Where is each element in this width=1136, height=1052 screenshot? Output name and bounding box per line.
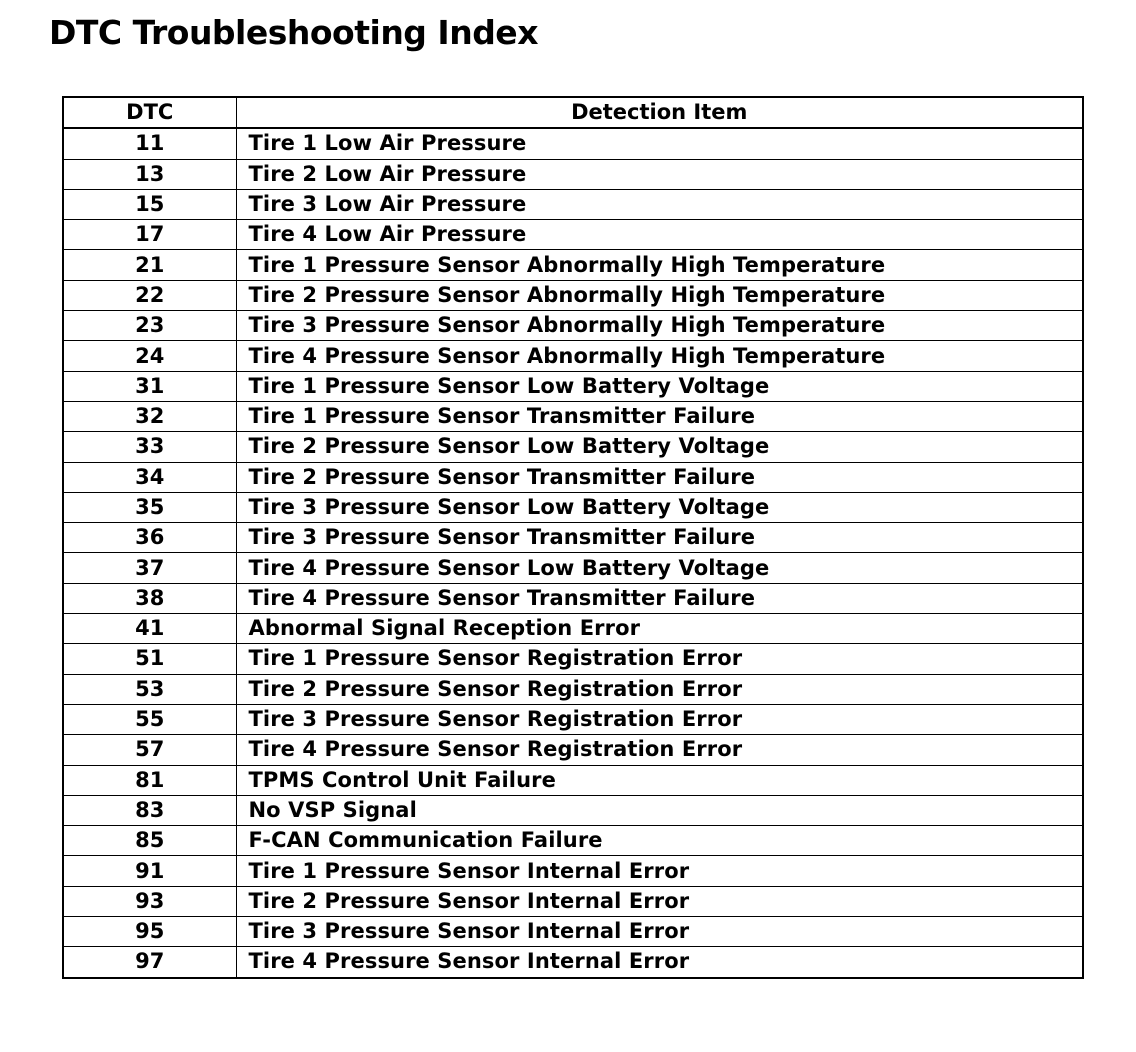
dtc-code-cell: 53	[63, 674, 236, 704]
detection-item-cell: Tire 1 Pressure Sensor Low Battery Voltage	[236, 371, 1083, 401]
dtc-code-cell: 13	[63, 159, 236, 189]
detection-item-cell: Tire 3 Pressure Sensor Transmitter Failure	[236, 523, 1083, 553]
detection-item-cell: Abnormal Signal Reception Error	[236, 614, 1083, 644]
table-row	[63, 583, 1083, 613]
table-row	[63, 280, 1083, 310]
dtc-code-cell: 32	[63, 401, 236, 431]
detection-item-cell: Tire 3 Pressure Sensor Registration Error	[236, 704, 1083, 734]
detection-item-cell: F-CAN Communication Failure	[236, 826, 1083, 856]
table-row	[63, 401, 1083, 431]
detection-item-cell: Tire 3 Low Air Pressure	[236, 189, 1083, 219]
detection-item-cell: Tire 3 Pressure Sensor Abnormally High Temperature	[236, 311, 1083, 341]
dtc-code-cell: 36	[63, 523, 236, 553]
table-row	[63, 674, 1083, 704]
detection-item-cell: No VSP Signal	[236, 795, 1083, 825]
dtc-code-cell: 17	[63, 220, 236, 250]
table-row	[63, 856, 1083, 886]
page-title: DTC Troubleshooting Index	[49, 13, 538, 52]
table-row	[63, 311, 1083, 341]
detection-item-cell: Tire 4 Pressure Sensor Registration Error	[236, 735, 1083, 765]
dtc-code-cell: 21	[63, 250, 236, 280]
detection-item-cell: Tire 2 Pressure Sensor Internal Error	[236, 886, 1083, 916]
dtc-code-cell: 24	[63, 341, 236, 371]
detection-item-cell: Tire 2 Pressure Sensor Transmitter Failure	[236, 462, 1083, 492]
detection-item-cell: Tire 1 Low Air Pressure	[236, 128, 1083, 159]
table-row	[63, 886, 1083, 916]
table-row	[63, 644, 1083, 674]
detection-item-cell: Tire 1 Pressure Sensor Internal Error	[236, 856, 1083, 886]
dtc-code-cell: 37	[63, 553, 236, 583]
table-row	[63, 765, 1083, 795]
table-row	[63, 917, 1083, 947]
detection-item-cell: Tire 4 Pressure Sensor Abnormally High Temperature	[236, 341, 1083, 371]
detection-item-cell: Tire 1 Pressure Sensor Registration Error	[236, 644, 1083, 674]
table-row	[63, 614, 1083, 644]
dtc-code-cell: 11	[63, 128, 236, 159]
dtc-code-cell: 55	[63, 704, 236, 734]
dtc-code-cell: 22	[63, 280, 236, 310]
table-row	[63, 371, 1083, 401]
table-row	[63, 189, 1083, 219]
dtc-index-table	[62, 96, 1084, 979]
detection-item-cell: Tire 4 Low Air Pressure	[236, 220, 1083, 250]
table-row	[63, 220, 1083, 250]
dtc-code-cell: 35	[63, 492, 236, 522]
dtc-code-cell: 97	[63, 947, 236, 978]
table-row	[63, 704, 1083, 734]
table-header-row	[63, 97, 1083, 128]
dtc-code-cell: 81	[63, 765, 236, 795]
table-body	[63, 128, 1083, 977]
dtc-code-cell: 83	[63, 795, 236, 825]
dtc-code-cell: 41	[63, 614, 236, 644]
detection-item-cell: TPMS Control Unit Failure	[236, 765, 1083, 795]
table-row	[63, 523, 1083, 553]
table-row	[63, 159, 1083, 189]
dtc-code-cell: 34	[63, 462, 236, 492]
table-row	[63, 826, 1083, 856]
detection-item-cell: Tire 4 Pressure Sensor Transmitter Failure	[236, 583, 1083, 613]
detection-item-column-header: Detection Item	[236, 97, 1083, 128]
table-row	[63, 128, 1083, 159]
dtc-code-cell: 31	[63, 371, 236, 401]
dtc-column-header: DTC	[63, 97, 236, 128]
detection-item-cell: Tire 2 Low Air Pressure	[236, 159, 1083, 189]
dtc-code-cell: 51	[63, 644, 236, 674]
dtc-code-cell: 57	[63, 735, 236, 765]
dtc-code-cell: 15	[63, 189, 236, 219]
detection-item-cell: Tire 3 Pressure Sensor Low Battery Voltage	[236, 492, 1083, 522]
dtc-code-cell: 38	[63, 583, 236, 613]
table-row	[63, 795, 1083, 825]
dtc-code-cell: 91	[63, 856, 236, 886]
detection-item-cell: Tire 3 Pressure Sensor Internal Error	[236, 917, 1083, 947]
detection-item-cell: Tire 4 Pressure Sensor Internal Error	[236, 947, 1083, 978]
detection-item-cell: Tire 1 Pressure Sensor Transmitter Failure	[236, 401, 1083, 431]
table-row	[63, 462, 1083, 492]
table-row	[63, 735, 1083, 765]
table-row	[63, 341, 1083, 371]
table-row	[63, 947, 1083, 978]
dtc-code-cell: 93	[63, 886, 236, 916]
detection-item-cell: Tire 2 Pressure Sensor Abnormally High Temperature	[236, 280, 1083, 310]
dtc-code-cell: 23	[63, 311, 236, 341]
detection-item-cell: Tire 2 Pressure Sensor Registration Error	[236, 674, 1083, 704]
detection-item-cell: Tire 1 Pressure Sensor Abnormally High Temperature	[236, 250, 1083, 280]
detection-item-cell: Tire 2 Pressure Sensor Low Battery Voltage	[236, 432, 1083, 462]
dtc-code-cell: 33	[63, 432, 236, 462]
detection-item-cell: Tire 4 Pressure Sensor Low Battery Voltage	[236, 553, 1083, 583]
table-row	[63, 250, 1083, 280]
table-row	[63, 432, 1083, 462]
dtc-code-cell: 85	[63, 826, 236, 856]
dtc-code-cell: 95	[63, 917, 236, 947]
table-row	[63, 492, 1083, 522]
table-row	[63, 553, 1083, 583]
